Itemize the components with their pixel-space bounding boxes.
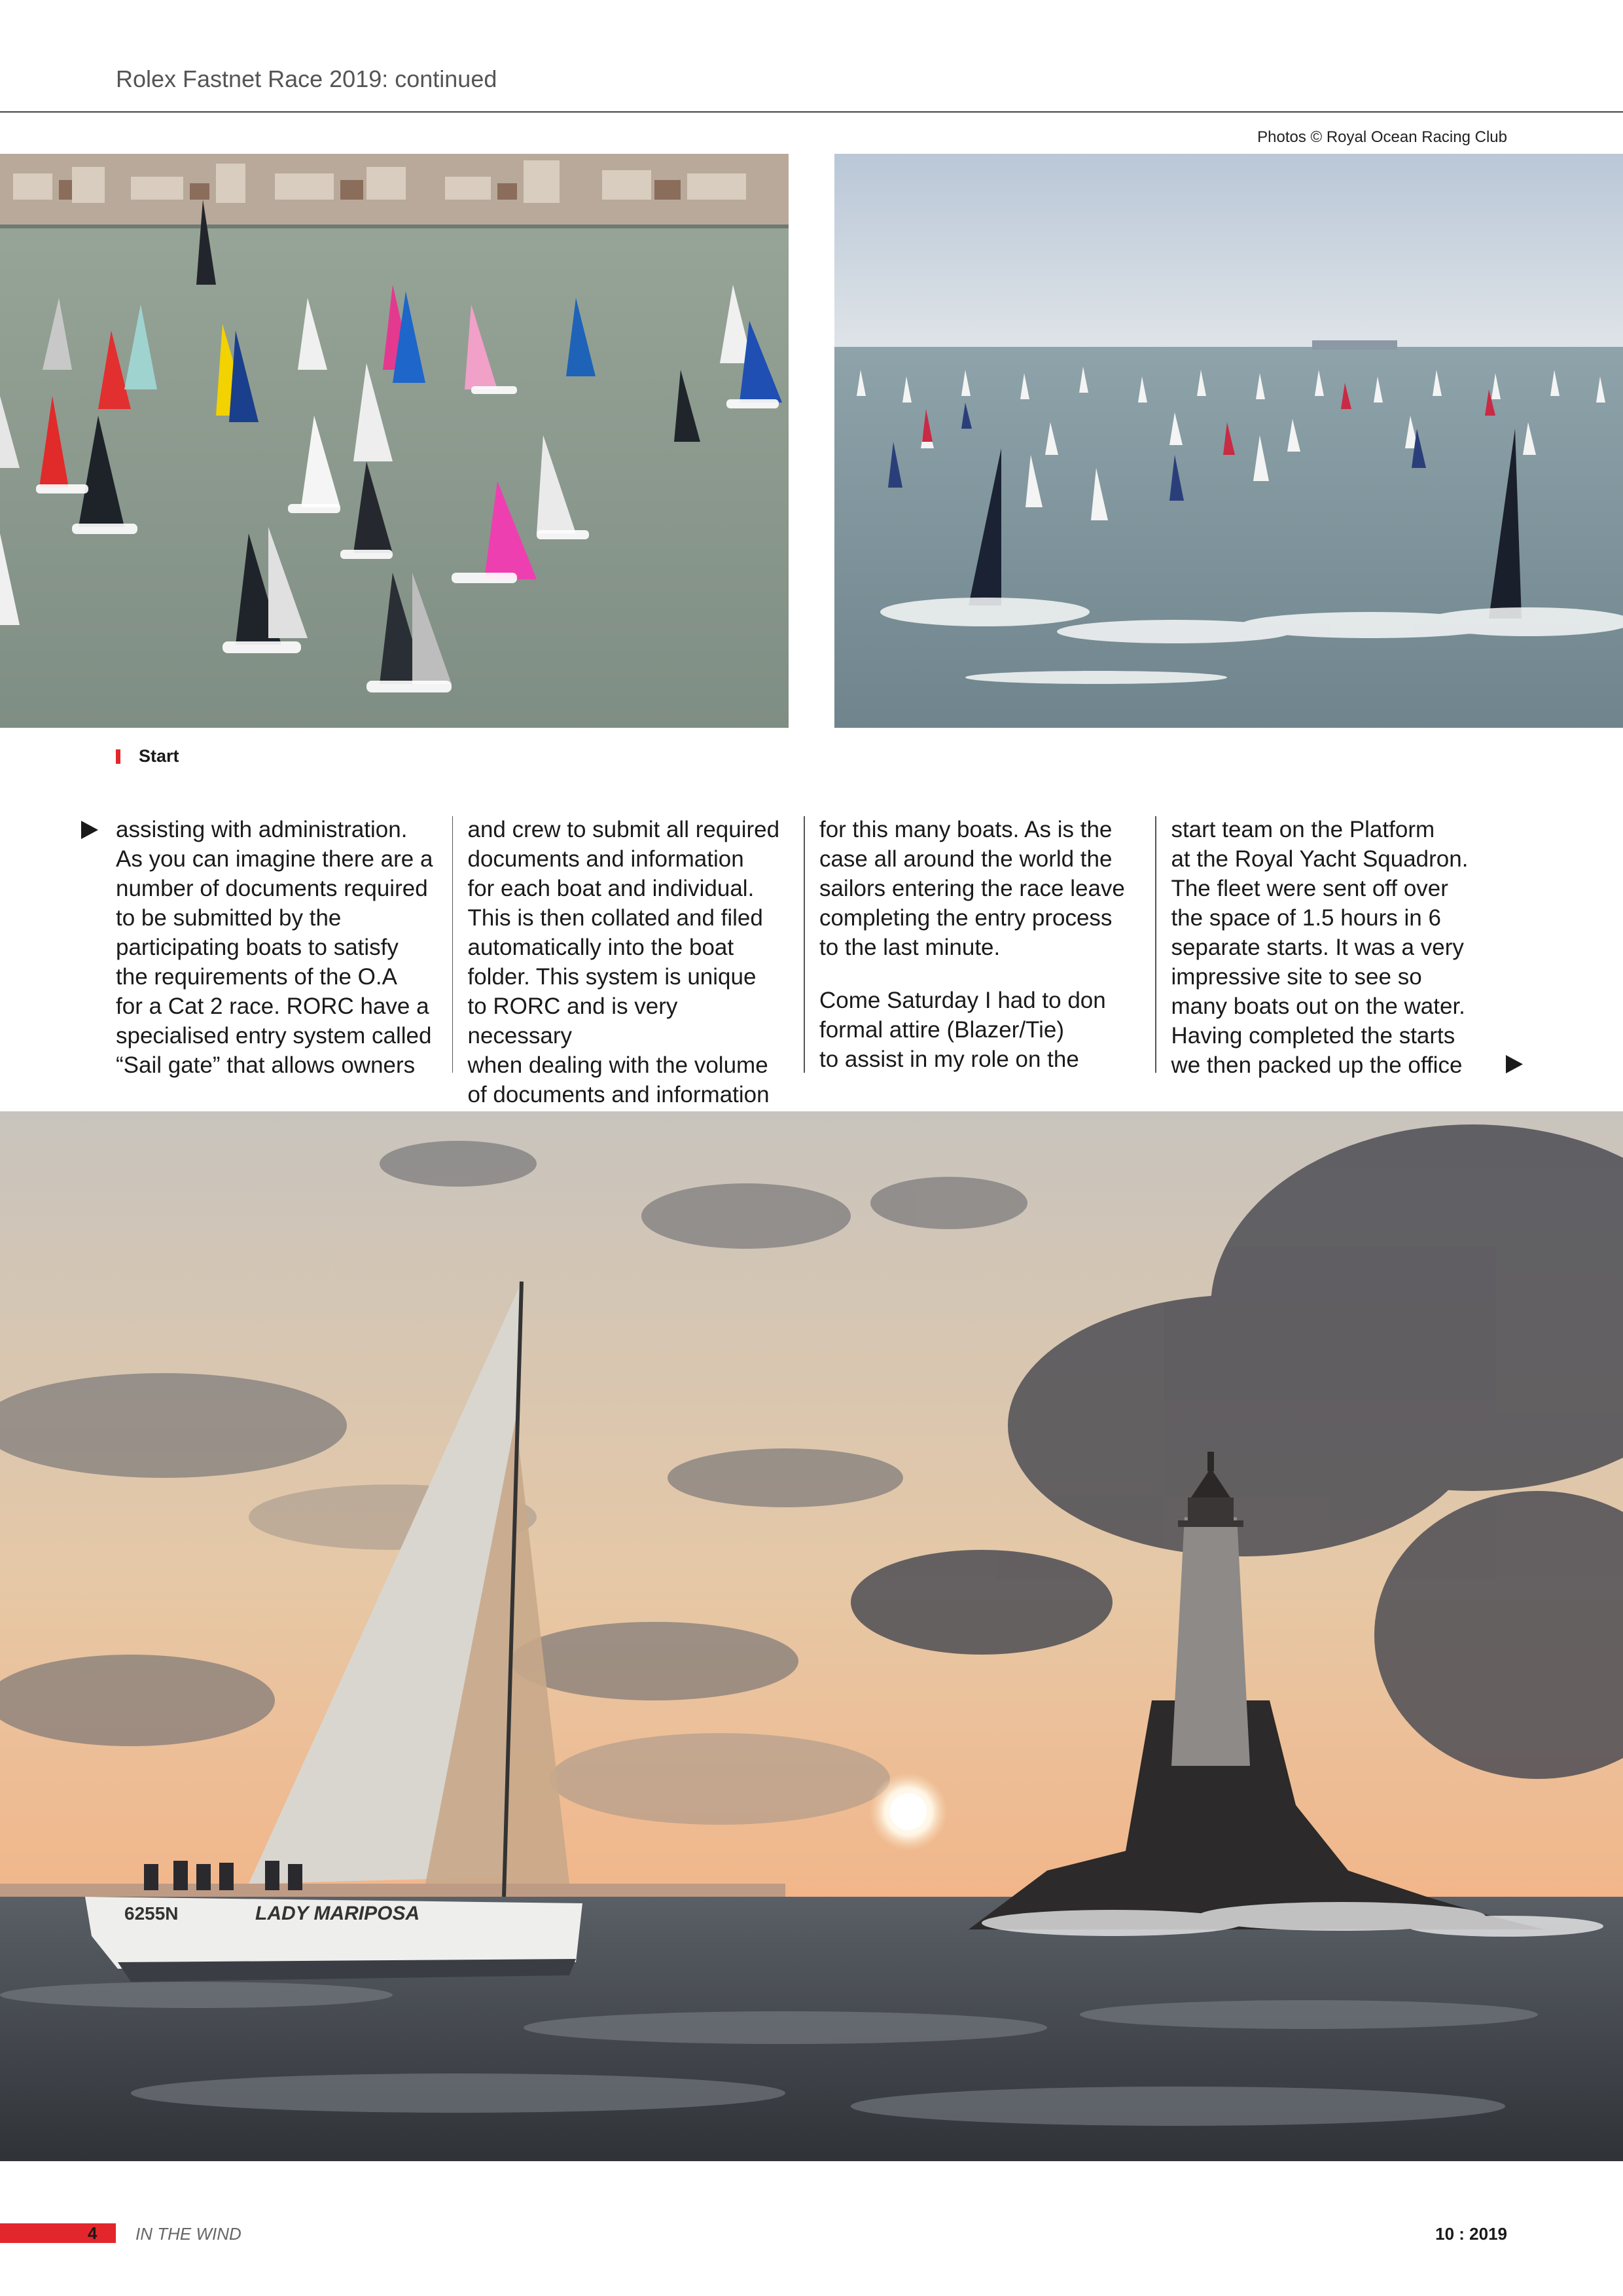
yacht-and-lighthouse-sunset-photo bbox=[0, 1111, 1623, 2161]
paragraph: and crew to submit all required documents and information for each boat and individual. This is then collated and filed automatically into the boat folder. This system is unique to RORC and is very necessary when dealing with the volume of documents and information bbox=[467, 817, 780, 1107]
column-divider bbox=[452, 816, 454, 1073]
paragraph: assisting with administration. As you can imagine there are a number of documents required to be submitted by the participating boats to satisfy the requirements of the O.A for a Cat 2 race. RORC have a specialised entry system called “Sail gate” that allows owners bbox=[116, 817, 433, 1078]
article-columns bbox=[116, 815, 1507, 1107]
paragraph: start team on the Platform at the Royal Yacht Squadron. The fleet were sent off over the space of 1.5 hours in 6 separate starts. It was a very impressive site to see so many boats out on the water. Having completed the starts we then packed up the office bbox=[1171, 817, 1469, 1078]
article-column-1 bbox=[116, 815, 452, 1077]
footer-accent-bar bbox=[0, 2223, 116, 2243]
continued-from-arrow-icon bbox=[81, 821, 98, 839]
boat-sail-number: 6255N bbox=[124, 1903, 179, 1924]
continues-arrow-icon bbox=[1506, 1055, 1523, 1073]
caption-text: Start bbox=[139, 746, 179, 766]
paragraph: for this many boats. As is the case all around the world the sailors entering the race leave completing the entry process to the last minute. bbox=[819, 817, 1125, 960]
caption-marker bbox=[116, 749, 120, 764]
sailboat-fleet-start-photo bbox=[0, 154, 789, 728]
article-column-3 bbox=[819, 815, 1156, 1077]
magazine-name: IN THE WIND bbox=[135, 2224, 241, 2244]
header-divider bbox=[0, 111, 1623, 113]
issue-label: 10 : 2019 bbox=[1435, 2224, 1507, 2244]
page-number: 4 bbox=[88, 2223, 98, 2243]
article-column-4 bbox=[1171, 815, 1507, 1077]
paragraph: Come Saturday I had to don formal attire (Blazer/Tie) to assist in my role on the bbox=[819, 988, 1106, 1072]
boat-name: LADY MARIPOSA bbox=[255, 1903, 420, 1924]
page-header-title: Rolex Fastnet Race 2019: continued bbox=[116, 65, 497, 92]
photo-credit: Photos © Royal Ocean Racing Club bbox=[1257, 128, 1507, 146]
column-divider bbox=[1155, 816, 1156, 1073]
column-divider bbox=[804, 816, 805, 1073]
article-column-2 bbox=[467, 815, 804, 1107]
photo-caption bbox=[116, 746, 179, 766]
fleet-on-open-water-photo bbox=[834, 154, 1623, 728]
